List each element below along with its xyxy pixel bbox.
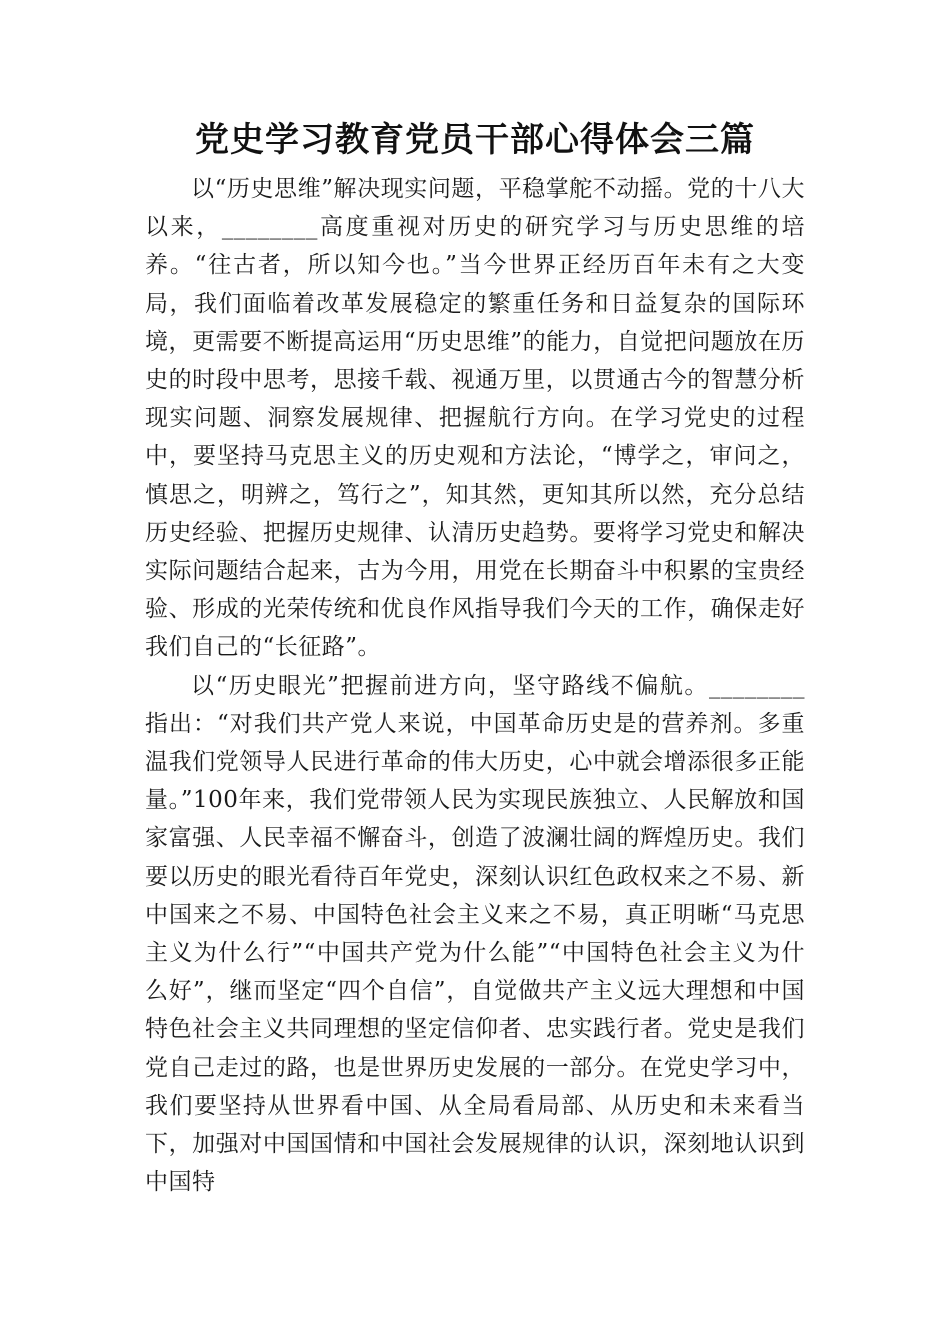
body-paragraph-2: 以“历史眼光”把握前进方向，坚守路线不偏航。________指出：“对我们共产党人来说，中国革命历史是的营养剂。多重温我们党领导人民进行革命的伟大历史，心中就会增添很多正能量。”100年来，我们党带领人民为实现民族独立、人民解放和国家富强、人民幸福不懈奋斗，创造了波澜壮阔的辉煌历史。我们要以历史的眼光看待百年党史，深刻认识红色政权来之不易、新中国来之不易、中国特色社会主义来之不易，真正明晰“马克思主义为什么行”“中国共产党为什么能”“中国特色社会主义为什么好”，继而坚定“四个自信”，自觉做共产主义远大理想和中国特色社会主义共同理想的坚定信仰者、忠实践行者。党史是我们党自己走过的路，也是世界历史发展的一部分。在党史学习中，我们要坚持从世界看中国、从全局看局部、从历史和未来看当下，加强对中国国情和中国社会发展规律的认识，深刻地认识到中国特 xyxy=(145,672,805,1196)
body-paragraph-1: 以“历史思维”解决现实问题，平稳掌舵不动摇。党的十八大以来，________高度重视对历史的研究学习与历史思维的培养。“往古者，所以知今也。”当今世界正经历百年未有之大变局，我们面临着改革发展稳定的繁重任务和日益复杂的国际环境，更需要不断提高运用“历史思维”的能力，自觉把问题放在历史的时段中思考，思接千载、视通万里，以贯通古今的智慧分析现实问题、洞察发展规律、把握航行方向。在学习党史的过程中，要坚持马克思主义的历史观和方法论，“博学之，审问之，慎思之，明辨之，笃行之”，知其然，更知其所以然，充分总结历史经验、把握历史规律、认清历史趋势。要将学习党史和解决实际问题结合起来，古为今用，用党在长期奋斗中积累的宝贵经验、形成的光荣传统和优良作风指导我们今天的工作，确保走好我们自己的“长征路”。 xyxy=(145,176,805,661)
document-title: 党史学习教育党员干部心得体会三篇 xyxy=(195,120,755,160)
document-body xyxy=(145,170,805,1201)
